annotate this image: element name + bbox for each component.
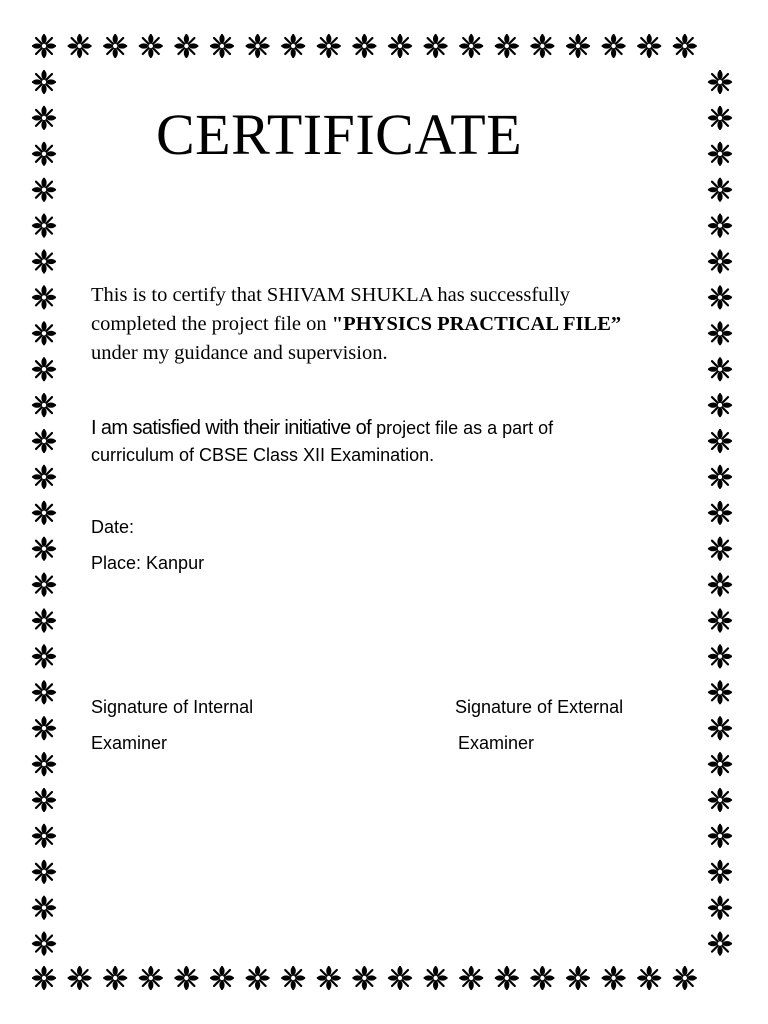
asterisk-flower-icon xyxy=(33,573,56,596)
asterisk-flower-icon xyxy=(673,967,696,990)
asterisk-flower-icon xyxy=(68,967,91,990)
asterisk-flower-icon xyxy=(424,967,447,990)
asterisk-flower-icon xyxy=(211,967,234,990)
asterisk-flower-icon xyxy=(33,967,56,990)
asterisk-flower-icon xyxy=(104,35,127,58)
asterisk-flower-icon xyxy=(33,178,56,201)
asterisk-flower-icon xyxy=(638,35,661,58)
asterisk-flower-icon xyxy=(709,753,732,776)
asterisk-flower-icon xyxy=(709,537,732,560)
asterisk-flower-icon xyxy=(709,573,732,596)
asterisk-flower-icon xyxy=(709,214,732,237)
asterisk-flower-icon xyxy=(460,35,483,58)
asterisk-flower-icon xyxy=(531,967,554,990)
statement-line-3: under my guidance and supervision. xyxy=(91,342,388,364)
asterisk-flower-icon xyxy=(33,501,56,524)
satisfaction-part-1: I am satisfied with their initiative of xyxy=(91,417,372,439)
asterisk-flower-icon xyxy=(68,35,91,58)
asterisk-flower-icon xyxy=(424,35,447,58)
asterisk-flower-icon xyxy=(709,465,732,488)
asterisk-flower-icon xyxy=(709,250,732,273)
asterisk-flower-icon xyxy=(33,824,56,847)
asterisk-flower-icon xyxy=(709,501,732,524)
asterisk-flower-icon xyxy=(175,35,198,58)
asterisk-flower-icon xyxy=(33,35,56,58)
asterisk-flower-icon xyxy=(33,106,56,129)
asterisk-flower-icon xyxy=(495,35,518,58)
asterisk-flower-icon xyxy=(709,358,732,381)
statement-line-2 xyxy=(91,310,691,339)
asterisk-flower-icon xyxy=(33,322,56,345)
asterisk-flower-icon xyxy=(175,967,198,990)
asterisk-flower-icon xyxy=(709,609,732,632)
asterisk-flower-icon xyxy=(33,932,56,955)
asterisk-flower-icon xyxy=(282,35,305,58)
asterisk-flower-icon xyxy=(139,35,162,58)
asterisk-flower-icon xyxy=(709,932,732,955)
date-label: Date: xyxy=(91,517,135,537)
asterisk-flower-icon xyxy=(33,214,56,237)
asterisk-flower-icon xyxy=(33,537,56,560)
asterisk-flower-icon xyxy=(33,142,56,165)
asterisk-flower-icon xyxy=(460,967,483,990)
place-label: Place: Kanpur xyxy=(91,553,205,573)
asterisk-flower-icon xyxy=(353,35,376,58)
asterisk-flower-icon xyxy=(709,717,732,740)
asterisk-flower-icon xyxy=(317,967,340,990)
asterisk-flower-icon xyxy=(353,967,376,990)
asterisk-flower-icon xyxy=(33,286,56,309)
statement-line-1: This is to certify that SHIVAM SHUKLA has successfully xyxy=(91,284,571,306)
asterisk-flower-icon xyxy=(33,896,56,919)
asterisk-flower-icon xyxy=(567,967,590,990)
asterisk-flower-icon xyxy=(709,142,732,165)
asterisk-flower-icon xyxy=(602,35,625,58)
asterisk-flower-icon xyxy=(33,358,56,381)
asterisk-flower-icon xyxy=(33,753,56,776)
asterisk-flower-icon xyxy=(709,178,732,201)
asterisk-flower-icon xyxy=(709,71,732,94)
asterisk-flower-icon xyxy=(33,609,56,632)
asterisk-flower-icon xyxy=(709,896,732,919)
asterisk-flower-icon xyxy=(139,967,162,990)
asterisk-flower-icon xyxy=(33,717,56,740)
asterisk-flower-icon xyxy=(709,645,732,668)
internal-examiner-label: Examiner xyxy=(91,733,168,753)
asterisk-flower-icon xyxy=(211,35,234,58)
asterisk-flower-icon xyxy=(104,967,127,990)
asterisk-flower-icon xyxy=(602,967,625,990)
asterisk-flower-icon xyxy=(709,106,732,129)
asterisk-flower-icon xyxy=(709,394,732,417)
asterisk-flower-icon xyxy=(33,645,56,668)
asterisk-flower-icon xyxy=(33,250,56,273)
asterisk-flower-icon xyxy=(709,860,732,883)
certification-statement xyxy=(91,281,691,368)
satisfaction-line-2: curriculum of CBSE Class XII Examination. xyxy=(91,445,435,465)
asterisk-flower-icon xyxy=(709,430,732,453)
asterisk-flower-icon xyxy=(33,789,56,812)
asterisk-flower-icon xyxy=(638,967,661,990)
internal-signature-label: Signature of Internal xyxy=(91,697,254,717)
asterisk-flower-icon xyxy=(709,322,732,345)
asterisk-flower-icon xyxy=(673,35,696,58)
certificate-title: CERTIFICATE xyxy=(156,102,523,167)
asterisk-flower-icon xyxy=(33,394,56,417)
satisfaction-line-1 xyxy=(91,417,553,440)
asterisk-flower-icon xyxy=(389,967,412,990)
asterisk-flower-icon xyxy=(709,286,732,309)
asterisk-flower-icon xyxy=(33,860,56,883)
asterisk-flower-icon xyxy=(246,967,269,990)
statement-line-2-text: completed the project file on xyxy=(91,313,332,335)
asterisk-flower-icon xyxy=(33,430,56,453)
asterisk-flower-icon xyxy=(389,35,412,58)
asterisk-flower-icon xyxy=(531,35,554,58)
asterisk-flower-icon xyxy=(709,824,732,847)
external-examiner-label: Examiner xyxy=(458,733,535,753)
asterisk-flower-icon xyxy=(709,789,732,812)
external-signature-label: Signature of External xyxy=(455,697,624,717)
asterisk-flower-icon xyxy=(317,35,340,58)
asterisk-flower-icon xyxy=(246,35,269,58)
asterisk-flower-icon xyxy=(282,967,305,990)
asterisk-flower-icon xyxy=(33,465,56,488)
asterisk-flower-icon xyxy=(709,681,732,704)
satisfaction-part-2: project file as a part of xyxy=(371,418,554,438)
project-name: "PHYSICS PRACTICAL FILE” xyxy=(331,313,622,335)
asterisk-flower-icon xyxy=(33,681,56,704)
asterisk-flower-icon xyxy=(567,35,590,58)
asterisk-flower-icon xyxy=(33,71,56,94)
asterisk-flower-icon xyxy=(495,967,518,990)
